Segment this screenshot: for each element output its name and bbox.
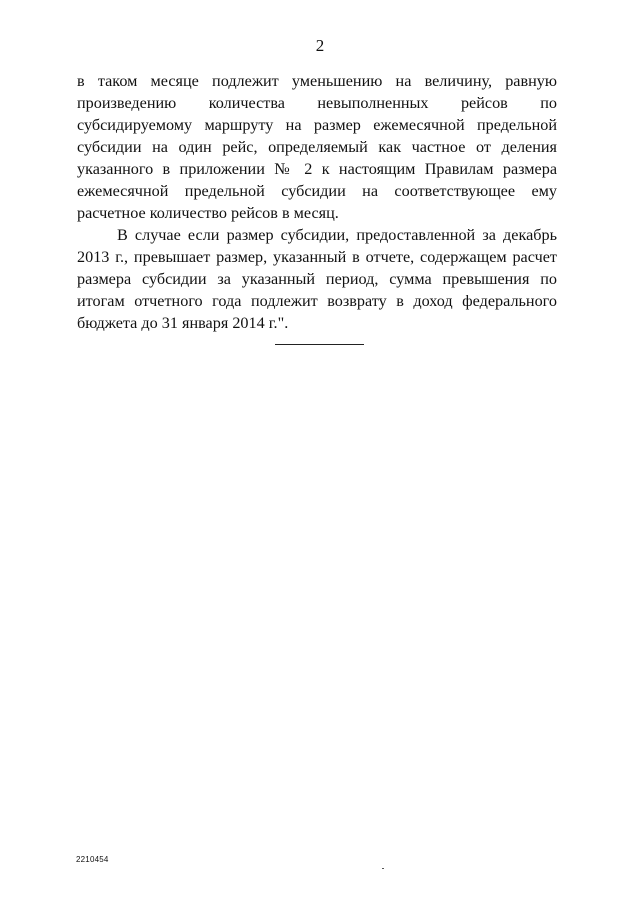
footer-mark [382,868,384,869]
paragraph-continuation: в таком месяце подлежит уменьшению на величину, равную произведению количества невыполненных рейсов по субсидируемому маршруту на размер ежемесячной предельной субсидии на один рейс, определяемый как частное от деления указанного в приложении № 2 к настоящим Правилам размера ежемесячной предельной субсидии на соответствующее ему расчетное количество рейсов в месяц. [77,72,557,222]
page-number: 2 [315,36,325,55]
paragraph-december-subsidy: В случае если размер субсидии, предоставленной за декабрь 2013 г., превышает размер, указанный в отчете, содержащем расчет размера субсидии за указанный период, сумма превышения по итогам отчетного года подлежит возврату в доход федерального бюджета до 31 января 2014 г.". [77,226,557,332]
end-separator-line [275,344,364,345]
document-code: 2210454 [76,855,109,864]
document-body [77,70,557,334]
